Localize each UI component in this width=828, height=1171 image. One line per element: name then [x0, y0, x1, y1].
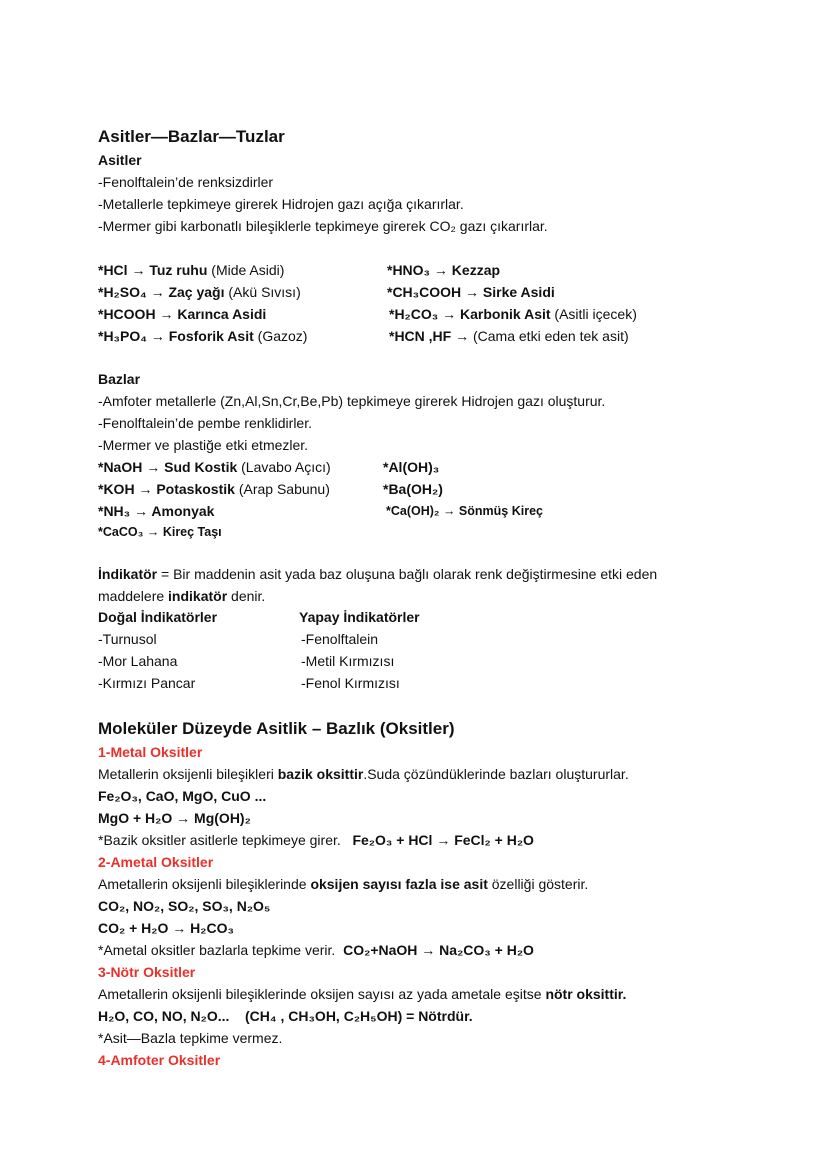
base-item-right: *Al(OH)₃ — [383, 459, 440, 475]
base-note: (Lavabo Açıcı) — [237, 459, 331, 475]
dogal-indikator-item: -Mor Lahana — [98, 653, 178, 669]
base-item — [98, 500, 214, 522]
examples-extra: (CH₄ , CH₃OH, C₂H₅OH) = Nötrdür. — [245, 1008, 473, 1024]
desc-text: Metallerin oksijenli bileşikleri — [98, 766, 278, 782]
base-formula: *KOH → Potaskostik — [98, 481, 235, 497]
note-text: *Bazik oksitler asitlerle tepkimeye girer. — [98, 832, 341, 848]
metal-oksitler-heading: 1-Metal Oksitler — [98, 744, 203, 760]
notr-oksitler-note: *Asit—Bazla tepkime vermez. — [98, 1030, 283, 1046]
asitler-prop: -Metallerle tepkimeye girerek Hidrojen gazı açığa çıkarırlar. — [98, 196, 464, 212]
desc-bold: bazik oksittir — [277, 766, 364, 782]
base-item-right: *Ba(OH₂) — [383, 481, 443, 497]
base-formula: *CaCO₃ → Kireç Taşı — [98, 525, 222, 539]
amfoter-oksitler-heading: 4-Amfoter Oksitler — [98, 1052, 221, 1068]
indikator-bold: indikatör — [168, 588, 228, 604]
notr-oksitler-heading: 3-Nötr Oksitler — [98, 964, 196, 980]
base-item — [98, 521, 222, 543]
note-text: *Ametal oksitler bazlarla tepkime verir. — [98, 942, 336, 958]
indikator-text: denir. — [227, 588, 266, 604]
asitler-heading: Asitler — [98, 152, 142, 168]
acid-formula: *H₂SO₄ → Zaç yağı — [98, 284, 225, 300]
yapay-indikator-item: -Fenolftalein — [301, 631, 379, 647]
desc-bold: oksijen sayısı fazla ise asit — [310, 876, 488, 892]
indikator-definition — [98, 563, 657, 585]
ametal-oksitler-desc — [98, 873, 588, 895]
acid-item — [98, 303, 266, 325]
acid-note: (Cama etki eden tek asit) — [473, 328, 629, 344]
bazlar-heading: Bazlar — [98, 371, 141, 387]
examples-text: H₂O, CO, NO, N₂O... — [98, 1008, 230, 1024]
acid-item — [98, 281, 301, 303]
desc-text: özelliği gösterir. — [487, 876, 589, 892]
desc-text: Ametallerin oksijenli bileşiklerinde — [98, 876, 311, 892]
desc-text: .Suda çözündüklerinde bazları oluştururlar. — [363, 766, 629, 782]
acid-note: (Asitli içecek) — [550, 306, 637, 322]
acid-note: (Mide Asidi) — [207, 262, 285, 278]
bazlar-prop: -Mermer ve plastiğe etki etmezler. — [98, 437, 309, 453]
base-item — [98, 456, 331, 478]
dogal-indikator-heading: Doğal İndikatörler — [98, 609, 218, 625]
acid-note: (Akü Sıvısı) — [224, 284, 301, 300]
acid-formula: *H₃PO₄ → Fosforik Asit — [98, 328, 254, 344]
acid-item — [387, 281, 555, 303]
ametal-oksitler-reaction: CO₂ + H₂O → H₂CO₃ — [98, 920, 234, 936]
base-note: (Arap Sabunu) — [234, 481, 330, 497]
note-reaction: CO₂+NaOH → Na₂CO₃ + H₂O — [343, 942, 534, 958]
desc-bold: nötr oksittir. — [545, 986, 627, 1002]
yapay-indikator-item: -Fenol Kırmızısı — [301, 675, 400, 691]
dogal-indikator-item: -Kırmızı Pancar — [98, 675, 196, 691]
note-reaction: Fe₂O₃ + HCl → FeCl₂ + H₂O — [352, 832, 534, 848]
bazlar-prop: -Fenolftalein’de pembe renklidirler. — [98, 415, 312, 431]
acid-formula: *HCN ,HF → — [389, 328, 473, 344]
acid-note: (Gazoz) — [253, 328, 308, 344]
ametal-oksitler-note — [98, 939, 534, 961]
acid-item — [98, 259, 284, 281]
yapay-indikator-heading: Yapay İndikatörler — [299, 609, 420, 625]
base-item — [98, 478, 330, 500]
metal-oksitler-examples: Fe₂O₃, CaO, MgO, CuO ... — [98, 788, 267, 804]
ametal-oksitler-examples: CO₂, NO₂, SO₂, SO₃, N₂O₅ — [98, 898, 271, 914]
asitler-prop: -Mermer gibi karbonatlı bileşiklerle tepkimeye girerek CO₂ gazı çıkarırlar. — [98, 218, 548, 234]
notr-oksitler-examples — [98, 1005, 473, 1027]
acid-item — [389, 303, 637, 325]
acid-formula: *HCOOH → Karınca Asidi — [98, 306, 267, 322]
metal-oksitler-note — [98, 829, 534, 851]
page-title: Asitler—Bazlar—Tuzlar — [98, 127, 285, 146]
indikator-text: maddelere — [98, 588, 169, 604]
base-item-right: *Ca(OH)₂ → Sönmüş Kireç — [386, 504, 543, 518]
bazlar-prop: -Amfoter metallerle (Zn,Al,Sn,Cr,Be,Pb) tepkimeye girerek Hidrojen gazı oluşturur. — [98, 393, 606, 409]
indikator-term: İndikatör — [98, 566, 158, 582]
acid-formula: *H₂CO₃ → Karbonik Asit — [389, 306, 551, 322]
yapay-indikator-item: -Metil Kırmızısı — [301, 653, 395, 669]
metal-oksitler-reaction: MgO + H₂O → Mg(OH)₂ — [98, 810, 251, 826]
acid-formula: *CH₃COOH → Sirke Asidi — [387, 284, 555, 300]
metal-oksitler-desc — [98, 763, 629, 785]
acid-item — [98, 325, 307, 347]
acid-item — [387, 259, 500, 281]
oksitler-heading: Moleküler Düzeyde Asitlik – Bazlık (Oksitler) — [98, 719, 455, 738]
dogal-indikator-item: -Turnusol — [98, 631, 157, 647]
acid-formula: *HCl → Tuz ruhu — [98, 262, 208, 278]
notr-oksitler-desc — [98, 983, 626, 1005]
acid-item — [389, 325, 629, 347]
base-formula: *NaOH → Sud Kostik — [98, 459, 238, 475]
ametal-oksitler-heading: 2-Ametal Oksitler — [98, 854, 214, 870]
base-formula: *NH₃ → Amonyak — [98, 503, 215, 519]
indikator-definition-cont — [98, 585, 265, 607]
desc-text: Ametallerin oksijenli bileşiklerinde oksijen sayısı az yada ametale eşitse — [98, 986, 546, 1002]
acid-formula: *HNO₃ → Kezzap — [387, 262, 501, 278]
indikator-desc: = Bir maddenin asit yada baz oluşuna bağlı olarak renk değiştirmesine etki eden — [157, 566, 658, 582]
asitler-prop: -Fenolftalein’de renksizdirler — [98, 174, 274, 190]
